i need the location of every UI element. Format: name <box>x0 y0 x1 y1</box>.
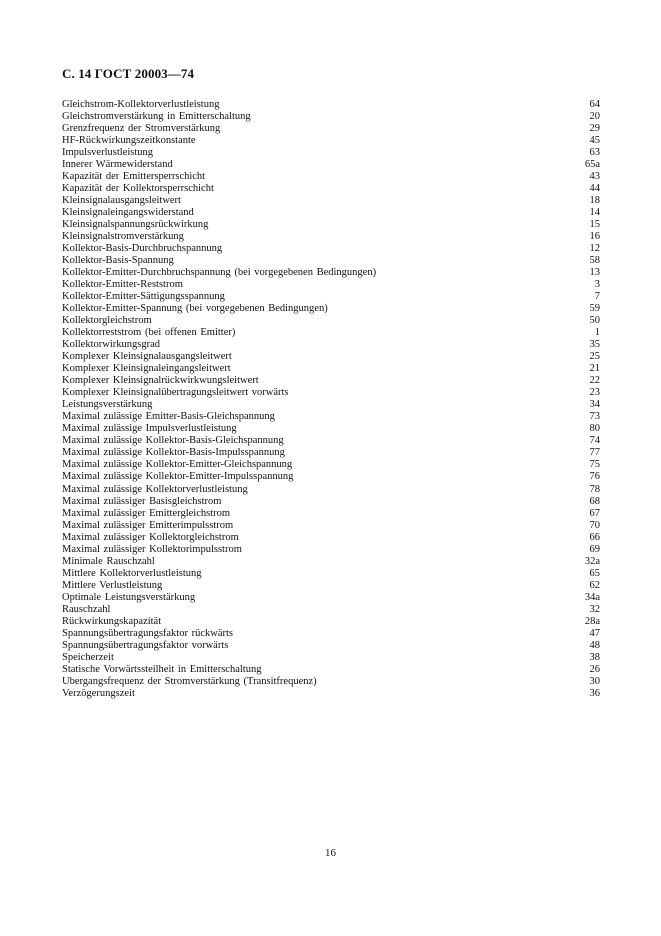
entry-number: 28a <box>584 615 600 627</box>
entry-term: Kollektorgleichstrom <box>62 315 152 327</box>
entry-number: 12 <box>589 243 600 255</box>
entry-term: Maximal zulässige Kollektor-Emitter-Impulsspannung <box>62 471 294 483</box>
entry-term: Kapazität der Kollektorsperrschicht <box>62 183 214 195</box>
entry-term: Kleinsignalstromverstärkung <box>62 231 184 243</box>
entry-term: Innerer Wärmewiderstand <box>62 159 173 171</box>
entry-number: 80 <box>589 423 600 435</box>
entry-term: Spannungsübertragungsfaktor vorwärts <box>62 639 229 651</box>
entry-number: 16 <box>589 231 600 243</box>
entry-term: Rauschzahl <box>62 603 111 615</box>
entry-number: 1 <box>594 327 600 339</box>
entry-term: Maximal zulässige Kollektorverlustleistung <box>62 483 248 495</box>
entry-number: 34 <box>589 399 600 411</box>
index-entry <box>62 399 600 411</box>
index-entry <box>62 255 600 267</box>
entry-number: 30 <box>589 675 600 687</box>
entry-term: Kollektor-Basis-Durchbruchspannung <box>62 243 223 255</box>
entry-number: 34a <box>584 591 600 603</box>
entry-number: 76 <box>589 471 600 483</box>
entry-number: 59 <box>589 303 600 315</box>
entry-number: 14 <box>589 207 600 219</box>
index-entry <box>62 375 600 387</box>
entry-term: Komplexer Kleinsignaleingangsleitwert <box>62 363 231 375</box>
entry-term: Minimale Rauschzahl <box>62 555 155 567</box>
entry-term: Maximal zulässige Kollektor-Emitter-Gleichspannung <box>62 459 293 471</box>
index-entry <box>62 183 600 195</box>
index-entry <box>62 171 600 183</box>
page-number: 16 <box>325 847 336 859</box>
index-entry <box>62 219 600 231</box>
entry-number: 26 <box>589 663 600 675</box>
entry-number: 15 <box>589 219 600 231</box>
index-entry <box>62 459 600 471</box>
index-entry <box>62 279 600 291</box>
entry-number: 74 <box>589 435 600 447</box>
entry-number: 35 <box>589 339 600 351</box>
index-entry <box>62 195 600 207</box>
entry-number: 3 <box>594 279 600 291</box>
index-entry <box>62 327 600 339</box>
entry-number: 58 <box>589 255 600 267</box>
index-entry <box>62 640 600 652</box>
entry-number: 36 <box>589 687 600 699</box>
index-entry <box>62 447 600 459</box>
entry-term: Kollektor-Emitter-Durchbruchspannung (bei vorgegebenen Bedingungen) <box>62 267 377 279</box>
entry-number: 21 <box>589 363 600 375</box>
entry-term: Komplexer Kleinsignalausgangsleitwert <box>62 351 232 363</box>
entry-term: Maximal zulässige Impulsverlustleistung <box>62 423 237 435</box>
entry-term: Maximal zulässiger Emitterimpulsstrom <box>62 519 234 531</box>
index-entry <box>62 111 600 123</box>
index-entry <box>62 207 600 219</box>
entry-term: Kapazität der Emittersperrschicht <box>62 171 206 183</box>
index-entry <box>62 471 600 483</box>
index-entry <box>62 435 600 447</box>
index-entry <box>62 423 600 435</box>
entry-term: Spannungsübertragungsfaktor rückwärts <box>62 627 233 639</box>
entry-term: Maximal zulässige Kollektor-Basis-Gleichspannung <box>62 435 284 447</box>
index-entry <box>62 351 600 363</box>
index-entry <box>62 652 600 664</box>
index-entry <box>62 544 600 556</box>
entry-number: 65 <box>589 567 600 579</box>
entry-term: Kollektor-Basis-Spannung <box>62 255 174 267</box>
entry-number: 32 <box>589 603 600 615</box>
entry-number: 25 <box>589 351 600 363</box>
entry-number: 66 <box>589 531 600 543</box>
index-entry <box>62 532 600 544</box>
index-entry <box>62 616 600 628</box>
entry-term: Kollektor-Emitter-Reststrom <box>62 279 183 291</box>
entry-term: Gleichstromverstärkung in Emitterschaltung <box>62 111 251 123</box>
entry-number: 18 <box>589 195 600 207</box>
entry-number: 7 <box>594 291 600 303</box>
entry-term: Mittlere Kollektorverlustleistung <box>62 567 202 579</box>
entry-term: Statische Vorwärtssteilheit in Emitterschaltung <box>62 663 262 675</box>
entry-term: Maximal zulässiger Kollektorimpulsstrom <box>62 543 242 555</box>
entry-term: Kollektorwirkungsgrad <box>62 339 160 351</box>
entry-number: 48 <box>589 639 600 651</box>
entry-number: 13 <box>589 267 600 279</box>
entry-term: Kollektorreststrom (bei offenen Emitter) <box>62 327 236 339</box>
entry-number: 64 <box>589 99 600 110</box>
index-entry <box>62 231 600 243</box>
index-entry <box>62 604 600 616</box>
entry-number: 73 <box>589 411 600 423</box>
entry-number: 68 <box>589 495 600 507</box>
index-entry <box>62 628 600 640</box>
index-entry <box>62 520 600 532</box>
page-header: С. 14 ГОСТ 20003—74 <box>62 66 195 81</box>
index-entry <box>62 123 600 135</box>
entry-term: Verzögerungszeit <box>62 687 135 699</box>
entry-number: 62 <box>589 579 600 591</box>
entry-number: 29 <box>589 123 600 135</box>
entry-term: Kleinsignalausgangsleitwert <box>62 195 181 207</box>
entry-number: 65a <box>584 159 600 171</box>
entry-number: 69 <box>589 543 600 555</box>
entry-number: 75 <box>589 459 600 471</box>
entry-number: 23 <box>589 387 600 399</box>
index-entry <box>62 303 600 315</box>
index-entry <box>62 387 600 399</box>
entry-number: 44 <box>589 183 600 195</box>
index-entry <box>62 243 600 255</box>
index-entry <box>62 484 600 496</box>
index-entry <box>62 159 600 171</box>
index-entry <box>62 580 600 592</box>
index-entry <box>62 411 600 423</box>
entry-term: Kleinsignaleingangswiderstand <box>62 207 194 219</box>
entry-term: Grenzfrequenz der Stromverstärkung <box>62 123 221 135</box>
index-entry <box>62 592 600 604</box>
entry-number: 70 <box>589 519 600 531</box>
index-entry <box>62 496 600 508</box>
entry-term: Leistungsverstärkung <box>62 399 153 411</box>
entry-term: Maximal zulässiger Kollektorgleichstrom <box>62 531 239 543</box>
entry-number: 78 <box>589 483 600 495</box>
index-entry <box>62 135 600 147</box>
entry-term: Gleichstrom-Kollektorverlustleistung <box>62 99 220 110</box>
entry-term: Maximal zulässige Kollektor-Basis-Impulsspannung <box>62 447 285 459</box>
entry-number: 50 <box>589 315 600 327</box>
index-entry <box>62 363 600 375</box>
entry-number: 45 <box>589 135 600 147</box>
index-entry <box>62 339 600 351</box>
entry-number: 32a <box>584 555 600 567</box>
entry-number: 22 <box>589 375 600 387</box>
entry-term: Kleinsignalspannungsrückwirkung <box>62 219 209 231</box>
entry-number: 47 <box>589 627 600 639</box>
entry-term: Optimale Leistungsverstärkung <box>62 591 196 603</box>
entry-term: Speicherzeit <box>62 651 114 663</box>
index-entry <box>62 556 600 568</box>
entry-term: Kollektor-Emitter-Sättigungsspannung <box>62 291 225 303</box>
entry-term: Maximal zulässige Emitter-Basis-Gleichspannung <box>62 411 275 423</box>
entry-term: Komplexer Kleinsignalübertragungsleitwert vorwärts <box>62 387 289 399</box>
entry-number: 67 <box>589 507 600 519</box>
entry-number: 43 <box>589 171 600 183</box>
entry-number: 20 <box>589 111 600 123</box>
entry-term: HF-Rückwirkungszeitkonstante <box>62 135 196 147</box>
index-entry <box>62 315 600 327</box>
entry-term: Komplexer Kleinsignalrückwirkwungsleitwert <box>62 375 259 387</box>
index-entry <box>62 267 600 279</box>
entry-term: Ubergangsfrequenz der Stromverstärkung (Transitfrequenz) <box>62 675 317 687</box>
entry-term: Rückwirkungskapazität <box>62 615 162 627</box>
entry-number: 38 <box>589 651 600 663</box>
index-entry <box>62 99 600 111</box>
index-entry <box>62 664 600 676</box>
entry-term: Maximal zulässiger Basisgleichstrom <box>62 495 222 507</box>
index-entry <box>62 508 600 520</box>
term-index-list <box>62 99 600 700</box>
entry-term: Impulsverlustleistung <box>62 147 153 159</box>
entry-number: 63 <box>589 147 600 159</box>
index-entry <box>62 291 600 303</box>
entry-term: Mittlere Verlustleistung <box>62 579 163 591</box>
index-entry <box>62 147 600 159</box>
index-entry <box>62 676 600 688</box>
entry-number: 77 <box>589 447 600 459</box>
index-entry <box>62 568 600 580</box>
entry-term: Maximal zulässiger Emittergleichstrom <box>62 507 231 519</box>
index-entry <box>62 688 600 700</box>
entry-term: Kollektor-Emitter-Spannung (bei vorgegebenen Bedingungen) <box>62 303 328 315</box>
